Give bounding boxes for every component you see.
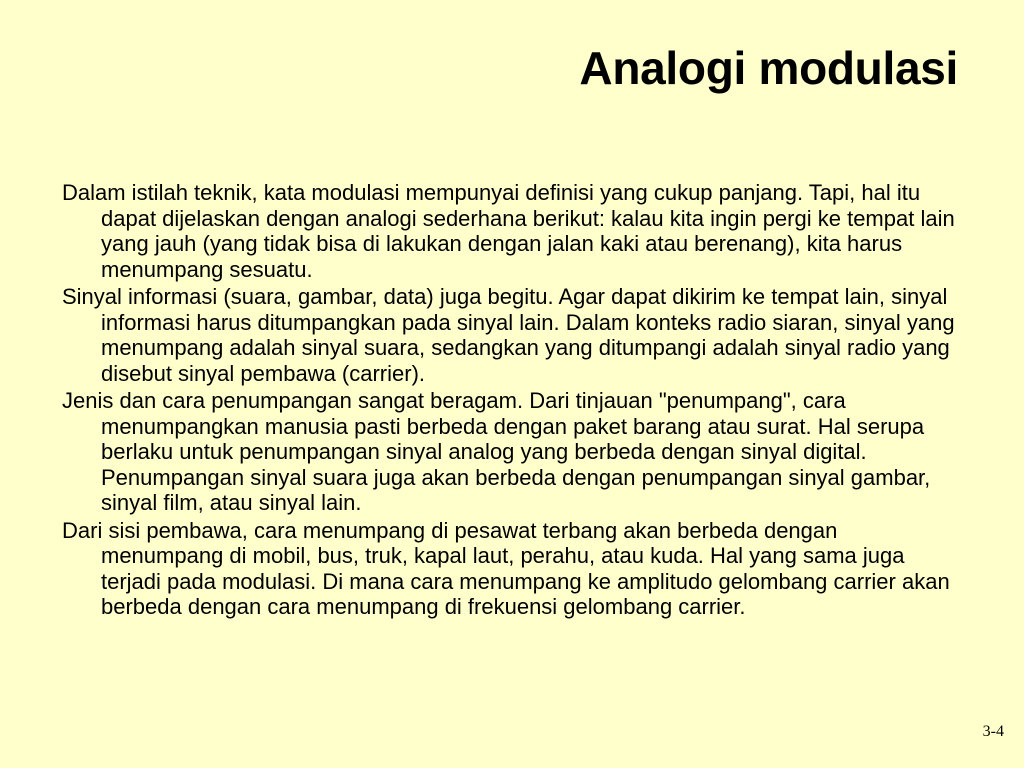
paragraph-passenger-types: Jenis dan cara penumpangan sangat beragam. Dari tinjauan "penumpang", cara menumpangkan manusia pasti berbeda dengan paket barang atau surat. Hal serupa berlaku untuk penumpangan sinyal analog yang berbeda dengan sinyal digital. Penumpangan sinyal suara juga akan berbeda dengan penumpangan sinyal gambar, sinyal film, atau sinyal lain.: [62, 388, 931, 515]
paragraph-carrier-side: Dari sisi pembawa, cara menumpang di pesawat terbang akan berbeda dengan menumpang di mobil, bus, truk, kapal laut, perahu, atau kuda. Hal yang sama juga terjadi pada modulasi. Di mana cara menumpang ke amplitudo gelombang carrier akan berbeda dengan cara menumpang di frekuensi gelombang carrier.: [62, 517, 950, 619]
paragraph-modulation-definition: Dalam istilah teknik, kata modulasi mempunyai definisi yang cukup panjang. Tapi, hal itu dapat dijelaskan dengan analogi sederhana berikut: kalau kita ingin pergi ke tempat lain yang jauh (yang tidak bisa di lakukan dengan jalan kaki atau berenang), kita harus menumpang sesuatu.: [62, 180, 955, 282]
paragraph-information-signal: Sinyal informasi (suara, gambar, data) juga begitu. Agar dapat dikirim ke tempat lain, sinyal informasi harus ditumpangkan pada sinyal lain. Dalam konteks radio siaran, sinyal yang menumpang adalah sinyal suara, sedangkan yang ditumpangi adalah sinyal radio yang disebut sinyal pembawa (carrier).: [62, 284, 955, 386]
slide-number: 3-4: [982, 723, 1004, 740]
slide-title: Analogi modulasi: [579, 42, 958, 94]
slide-body: [62, 180, 962, 622]
